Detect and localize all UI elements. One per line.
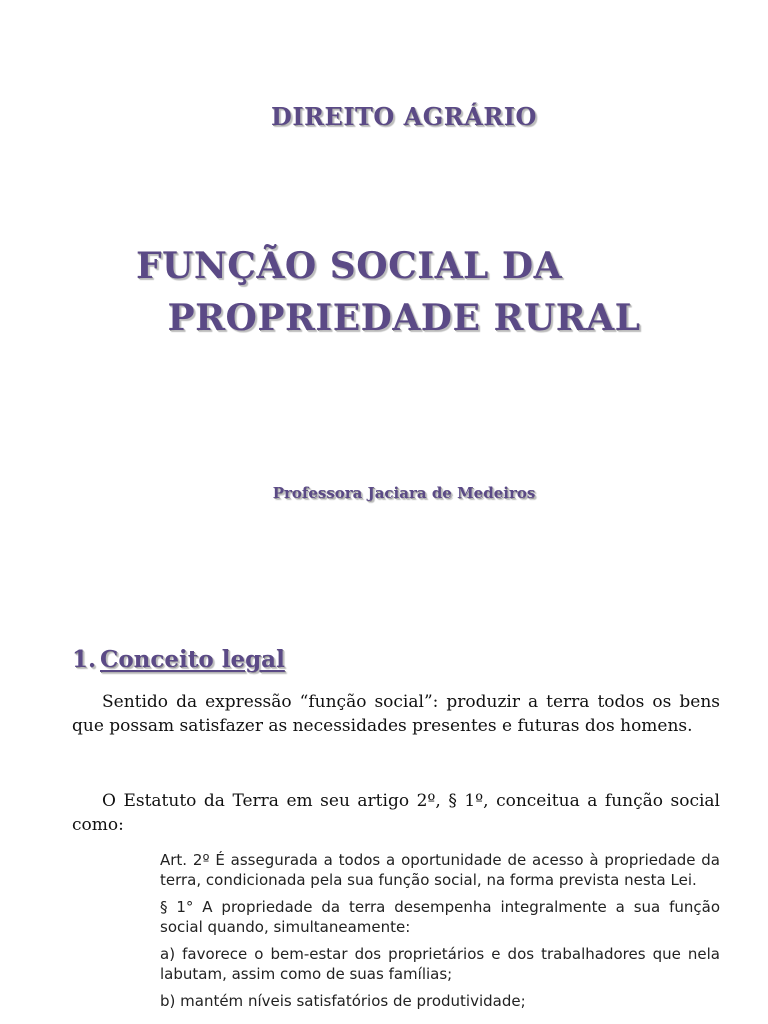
area-title: DIREITO AGRÁRIO	[271, 102, 537, 131]
paragraph-estatuto: O Estatuto da Terra em seu artigo 2º, § 1º, conceitua a função social como:	[72, 791, 720, 835]
paragraph-function-meaning: Sentido da expressão “função social”: produzir a terra todos os bens que possam satisfazer as necessidades presentes e futuras dos homens.	[72, 692, 720, 736]
main-title-line2: PROPRIEDADE RURAL	[167, 297, 641, 339]
section-title: Conceito legal	[100, 646, 285, 673]
quote-art-2: Art. 2º É assegurada a todos a oportunidade de acesso à propriedade da terra, condicionada pela sua função social, na forma prevista nesta Lei.	[160, 851, 720, 889]
author-name: Professora Jaciara de Medeiros	[272, 484, 536, 502]
law-quote	[160, 850, 720, 1018]
main-title	[0, 240, 768, 344]
quote-item-b: b) mantém níveis satisfatórios de produtividade;	[160, 992, 526, 1010]
section-heading	[72, 646, 285, 673]
quote-paragraph-1: § 1° A propriedade da terra desempenha integralmente a sua função social quando, simultaneamente:	[160, 898, 720, 936]
section-number: 1.	[72, 646, 97, 673]
main-title-line1: FUNÇÃO SOCIAL DA	[135, 245, 563, 287]
quote-item-a: a) favorece o bem-estar dos proprietários e dos trabalhadores que nela labutam, assim como de suas famílias;	[160, 945, 720, 983]
